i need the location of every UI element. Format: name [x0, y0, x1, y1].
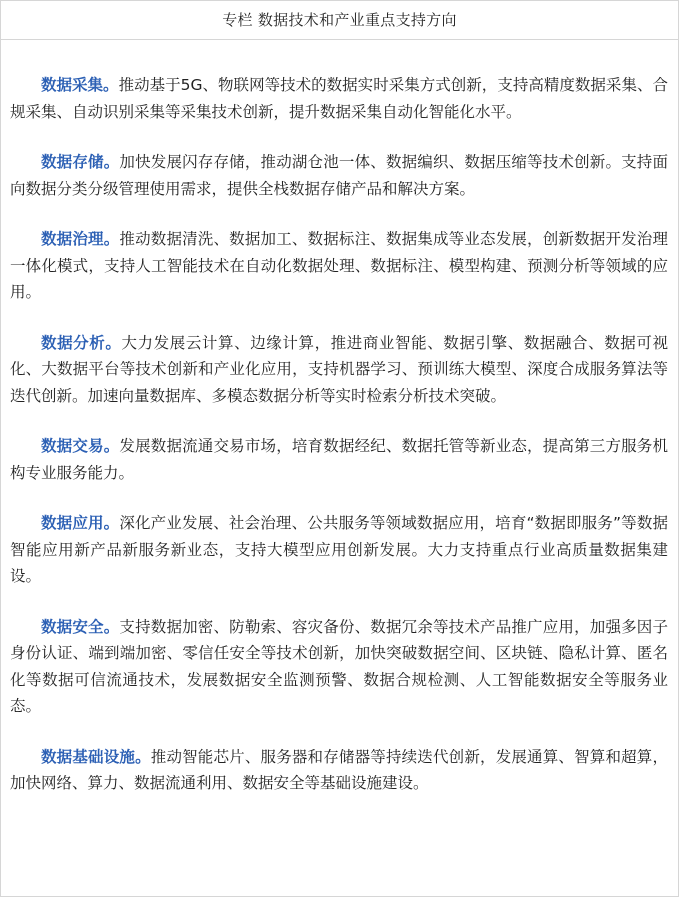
section-body: 发展数据流通交易市场，培育数据经纪、数据托管等新业态，提高第三方服务机构专业服务能力。	[10, 437, 668, 482]
section-title: 数据采集。	[41, 76, 119, 94]
section-title: 数据存储。	[41, 153, 120, 171]
section-body: 加快发展闪存存储，推动湖仓池一体、数据编织、数据压缩等技术创新。支持面向数据分类分级管理使用需求，提供全栈数据存储产品和解决方案。	[10, 153, 668, 198]
section-data-infrastructure	[10, 744, 668, 797]
section-data-collection	[10, 72, 668, 125]
section-body: 支持数据加密、防勒索、容灾备份、数据冗余等技术产品推广应用，加强多因子身份认证、端到端加密、零信任安全等技术创新，加快突破数据空间、区块链、隐私计算、匿名化等数据可信流通技术，发展数据安全监测预警、数据合规检测、人工智能数据安全等服务业态。	[10, 617, 668, 715]
section-title: 数据分析。	[41, 333, 122, 352]
section-body: 深化产业发展、社会治理、公共服务等领域数据应用，培育“数据即服务”等数据智能应用新产品新服务新业态，支持大模型应用创新发展。大力支持重点行业高质量数据集建设。	[10, 514, 668, 585]
panel-title: 专栏 数据技术和产业重点支持方向	[1, 1, 678, 40]
section-body: 大力发展云计算、边缘计算，推进商业智能、数据引擎、数据融合、数据可视化、大数据平台等技术创新和产业化应用，支持机器学习、预训练大模型、深度合成服务算法等迭代创新。加速向量数据库、多模态数据分析等实时检索分析技术突破。	[10, 333, 668, 405]
section-title: 数据交易。	[41, 437, 120, 455]
section-title: 数据应用。	[41, 514, 120, 532]
section-data-storage	[10, 149, 668, 202]
section-body: 推动基于5G、物联网等技术的数据实时采集方式创新，支持高精度数据采集、合规采集、自动识别采集等采集技术创新，提升数据采集自动化智能化水平。	[10, 76, 668, 121]
section-title: 数据治理。	[41, 230, 120, 248]
panel-body	[1, 40, 678, 797]
section-data-governance	[10, 226, 668, 306]
section-data-analysis	[10, 330, 668, 410]
section-body: 推动智能芯片、服务器和存储器等持续迭代创新，发展通算、智算和超算，加快网络、算力、数据流通利用、数据安全等基础设施建设。	[10, 747, 668, 792]
section-title: 数据安全。	[41, 617, 120, 636]
section-title: 数据基础设施。	[41, 747, 151, 766]
section-data-trading	[10, 433, 668, 486]
section-body: 推动数据清洗、数据加工、数据标注、数据集成等业态发展，创新数据开发治理一体化模式，支持人工智能技术在自动化数据处理、数据标注、模型构建、预测分析等领域的应用。	[10, 230, 668, 301]
section-data-security	[10, 614, 668, 720]
section-data-application	[10, 510, 668, 590]
